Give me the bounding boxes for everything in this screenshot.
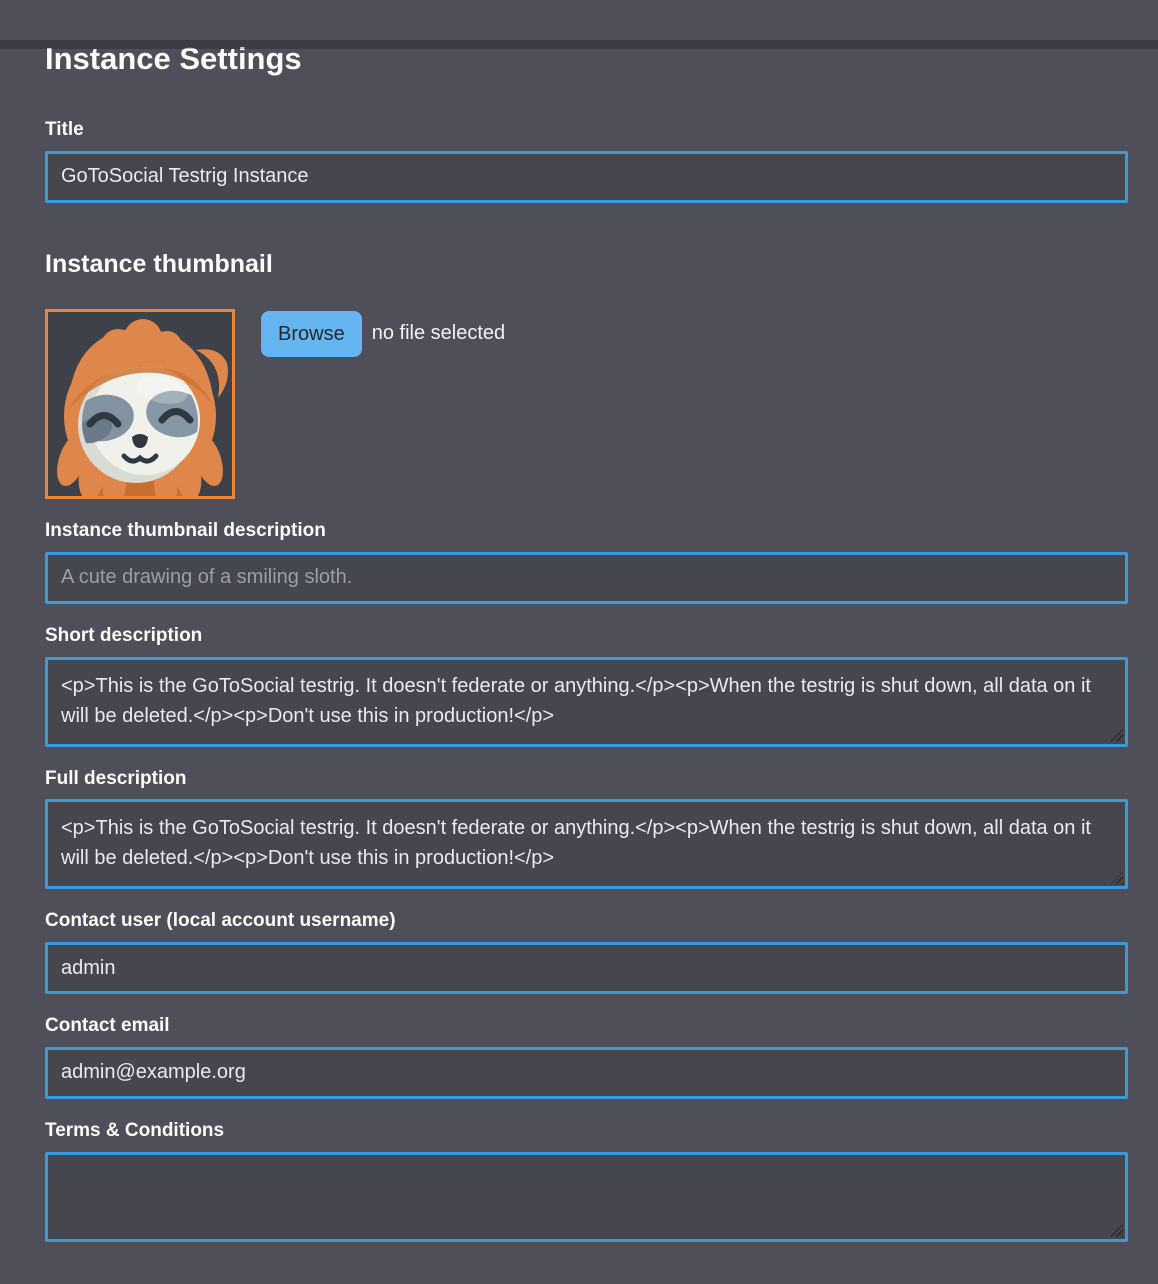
contact-user-label: Contact user (local account username) xyxy=(45,910,396,932)
field-short-description xyxy=(45,625,1128,747)
page-title: Instance Settings xyxy=(45,41,302,76)
sloth-mascot-image xyxy=(48,312,232,496)
browse-button[interactable]: Browse xyxy=(261,311,362,357)
thumbnail-description-input[interactable] xyxy=(45,552,1128,604)
contact-email-label: Contact email xyxy=(45,1015,170,1037)
field-contact-user xyxy=(45,910,1128,994)
short-description-label: Short description xyxy=(45,624,203,646)
field-title xyxy=(45,119,1128,203)
field-contact-email xyxy=(45,1015,1128,1099)
short-description-textarea[interactable] xyxy=(45,657,1128,747)
file-status-text: no file selected xyxy=(371,322,506,345)
title-label: Title xyxy=(45,119,84,141)
field-thumbnail-description xyxy=(45,520,1128,604)
field-terms xyxy=(45,1120,1128,1242)
thumbnail-description-label: Instance thumbnail description xyxy=(45,519,326,541)
full-description-textarea[interactable] xyxy=(45,799,1128,889)
file-input-control xyxy=(261,311,505,357)
contact-email-input[interactable] xyxy=(45,1047,1128,1099)
instance-thumbnail-image xyxy=(45,309,235,499)
terms-textarea[interactable] xyxy=(45,1152,1128,1242)
section-heading-thumbnail: Instance thumbnail xyxy=(45,249,273,278)
title-input[interactable] xyxy=(45,151,1128,203)
instance-settings-page xyxy=(0,40,1158,1242)
top-shadow xyxy=(0,40,1158,49)
field-full-description xyxy=(45,768,1128,890)
thumbnail-row xyxy=(45,309,1128,499)
terms-label: Terms & Conditions xyxy=(45,1119,225,1141)
full-description-label: Full description xyxy=(45,767,187,789)
contact-user-input[interactable] xyxy=(45,942,1128,994)
